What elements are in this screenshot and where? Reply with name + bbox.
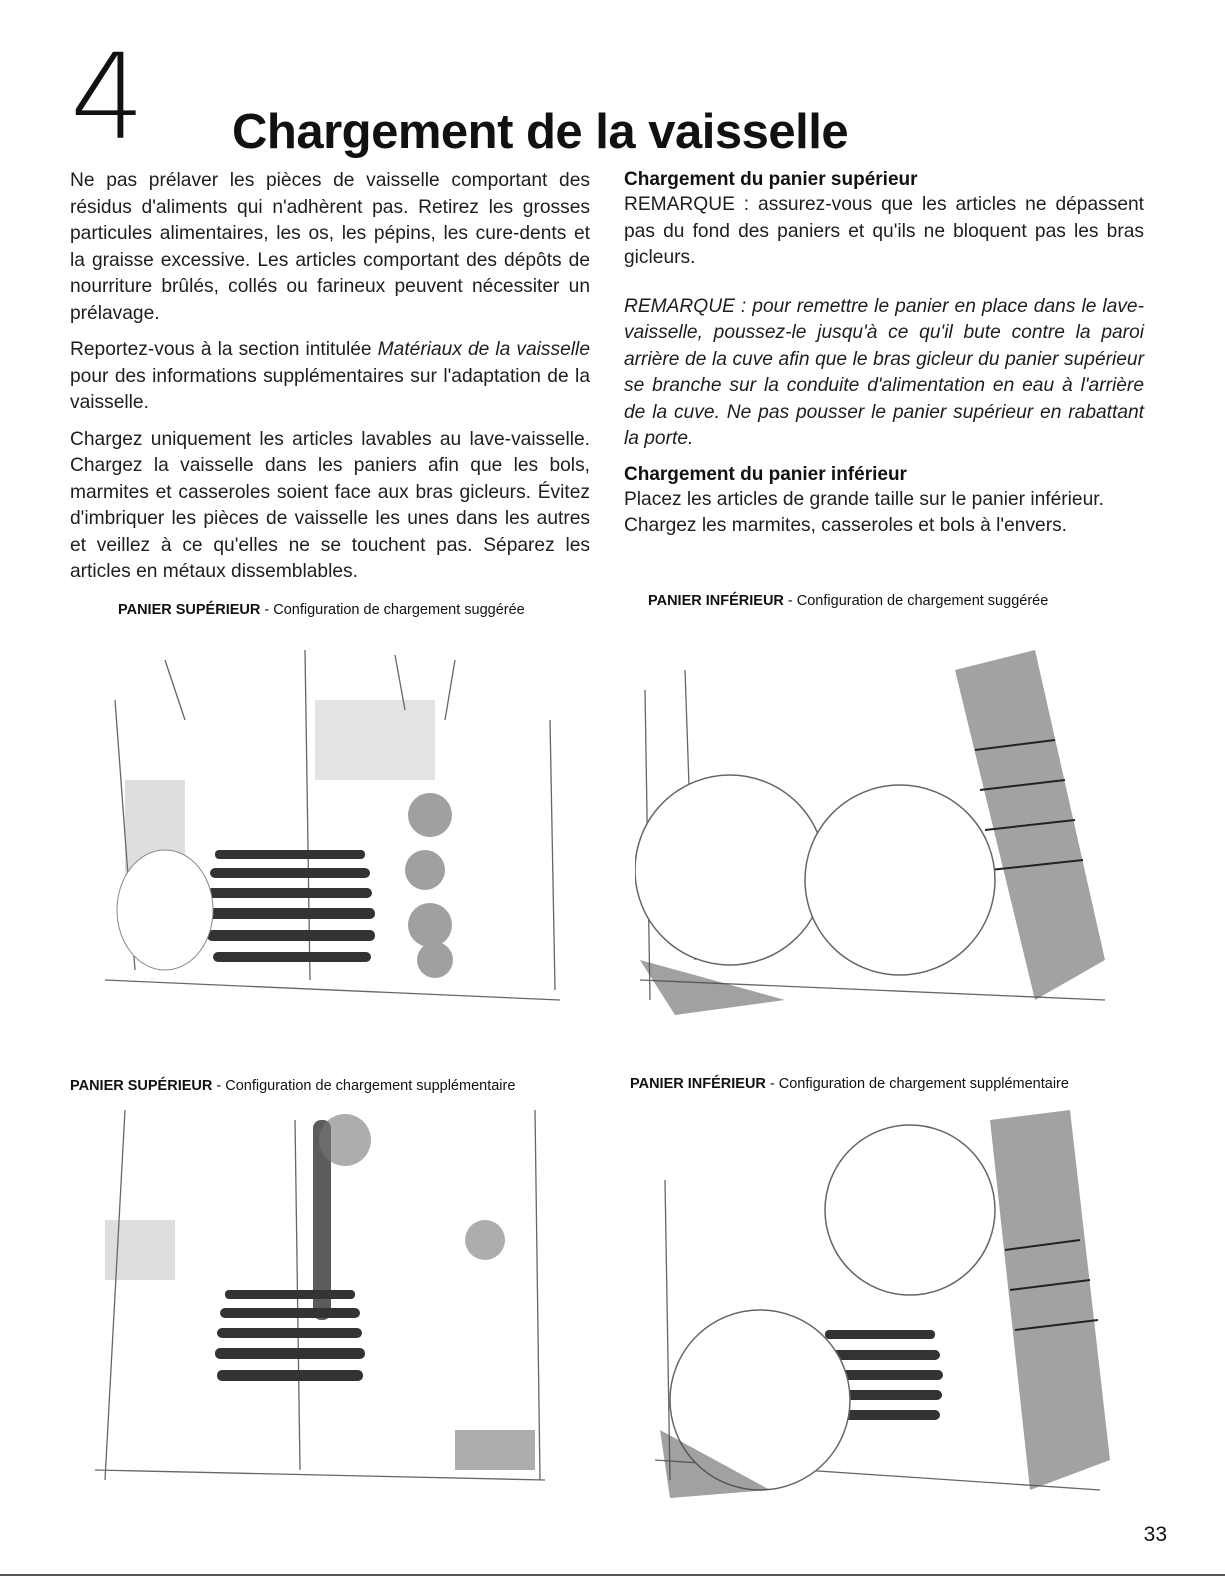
photo-lower-rack-suggested xyxy=(635,630,1120,1020)
caption-label: PANIER INFÉRIEUR xyxy=(648,593,784,609)
upper-rack-heading: Chargement du panier supérieur xyxy=(624,169,918,190)
intro-paragraph: Ne pas prélaver les pièces de vaisselle comportant des résidus d'aliments qui n'adhèrent pas. Retirez les grosses particules alimentaires, les os, les pépins, les cure-dents et la graisse excessive. Les articles comportant des dépôts de nourriture brûlés, collés ou farineux peuvent nécessiter un prélavage. xyxy=(70,170,590,324)
reference-text-before: Reportez-vous à la section intitulée xyxy=(70,339,378,360)
upper-rack-note: REMARQUE : assurez-vous que les articles ne dépassent pas du fond des paniers et qu'ils ne bloquent pas les bras gicleurs. xyxy=(624,194,1144,268)
caption-desc: - Configuration de chargement supplémentaire xyxy=(212,1078,516,1094)
caption-label: PANIER SUPÉRIEUR xyxy=(70,1078,213,1094)
bottom-rule xyxy=(0,1574,1225,1576)
caption-desc: - Configuration de chargement suggérée xyxy=(260,602,525,618)
page-number: 33 xyxy=(1143,1523,1167,1546)
reference-text-after: pour des informations supplémentaires sur l'adaptation de la vaisselle. xyxy=(70,365,590,413)
chapter-number: 4 xyxy=(70,28,146,166)
reference-paragraph xyxy=(70,337,590,417)
right-column xyxy=(624,168,1144,550)
photo-upper-rack-suggested xyxy=(95,640,570,1020)
caption-label: PANIER SUPÉRIEUR xyxy=(118,602,261,618)
caption-label: PANIER INFÉRIEUR xyxy=(630,1076,766,1092)
lower-rack-text: Placez les articles de grande taille sur le panier inférieur. Chargez les marmites, casseroles et bols à l'envers. xyxy=(624,488,1104,536)
upper-rack-italic-note: REMARQUE : pour remettre le panier en place dans le lave-vaisselle, poussez-le jusqu'à ce qu'il bute contre la paroi arrière de la cuve afin que le bras gicleur du panier supérieur se branche sur la conduite d'alimentation en eau à l'arrière de la cuve. Ne pas pousser le panier supérieur en rabattant la porte. xyxy=(624,295,1144,449)
photo-lower-rack-additional xyxy=(650,1100,1120,1500)
left-column xyxy=(70,168,590,596)
page-title: Chargement de la vaisselle xyxy=(232,105,849,159)
lower-rack-heading: Chargement du panier inférieur xyxy=(624,463,907,485)
loading-paragraph: Chargez uniquement les articles lavables au lave-vaisselle. Chargez la vaisselle dans les paniers afin que les bols, marmites et casseroles soient face aux bras gicleurs. Évitez d'imbriquer les pièces de vaisselle les unes dans les autres et veillez à ce qu'elles ne se touchent pas. Séparez les articles en métaux dissemblables. xyxy=(70,428,590,582)
caption-lower-additional xyxy=(630,1075,1069,1093)
photo-upper-rack-additional xyxy=(85,1100,550,1490)
caption-desc: - Configuration de chargement supplémentaire xyxy=(765,1076,1069,1092)
caption-desc: - Configuration de chargement suggérée xyxy=(783,593,1049,609)
caption-lower-suggested xyxy=(648,592,1048,610)
caption-upper-additional xyxy=(70,1077,515,1095)
reference-section-name: Matériaux de la vaisselle xyxy=(377,339,590,360)
caption-upper-suggested xyxy=(118,601,525,619)
